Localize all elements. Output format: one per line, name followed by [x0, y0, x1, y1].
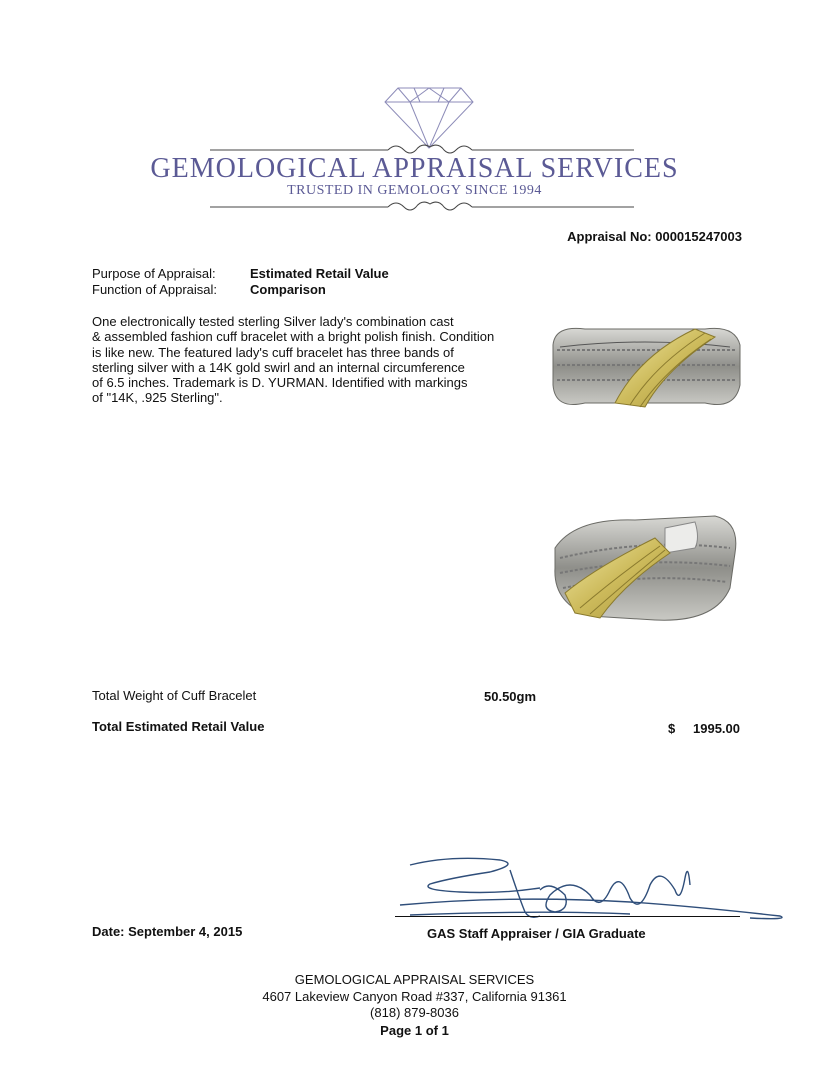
ornament-top	[210, 145, 634, 153]
item-description: One electronically tested sterling Silver lady's combination cast & assembled fashion cuff bracelet with a bright polish finish. Condition is like new. The featured lady's cuff bracelet has three bands of sterling silver with a 14K gold swirl and an internal circumference of 6.5 inches. Trademark is D. YURMAN. Identified with markings of "14K, .925 Sterling".	[92, 314, 495, 406]
signature-line	[395, 916, 740, 917]
function-label: Function of Appraisal:	[92, 282, 218, 297]
bracelet-photo-front	[545, 315, 745, 415]
function-value: Comparison	[250, 282, 326, 297]
purpose-value: Estimated Retail Value	[250, 266, 389, 281]
appraisal-number: Appraisal No: 000015247003	[567, 229, 742, 244]
appraiser-signature	[390, 850, 810, 930]
weight-label: Total Weight of Cuff Bracelet	[92, 688, 257, 703]
footer-phone: (818) 879-8036	[370, 1005, 459, 1020]
footer-address: 4607 Lakeview Canyon Road #337, California 91361	[262, 989, 567, 1004]
appraiser-title: GAS Staff Appraiser / GIA Graduate	[427, 926, 646, 941]
currency-symbol: $	[668, 721, 676, 736]
retail-value-label: Total Estimated Retail Value	[92, 719, 265, 734]
company-name: GEMOLOGICAL APPRAISAL SERVICES	[150, 153, 679, 184]
diamond-icon	[385, 88, 473, 148]
appraisal-date: Date: September 4, 2015	[92, 924, 243, 939]
footer-company: GEMOLOGICAL APPRAISAL SERVICES	[294, 972, 535, 987]
page-number: Page 1 of 1	[380, 1023, 449, 1038]
purpose-label: Purpose of Appraisal:	[92, 266, 216, 281]
ornament-bottom	[210, 202, 634, 210]
company-tagline: TRUSTED IN GEMOLOGY SINCE 1994	[287, 183, 542, 198]
retail-value-amount: 1995.00	[693, 721, 740, 736]
bracelet-photo-side	[545, 508, 745, 628]
weight-value: 50.50gm	[484, 689, 537, 704]
